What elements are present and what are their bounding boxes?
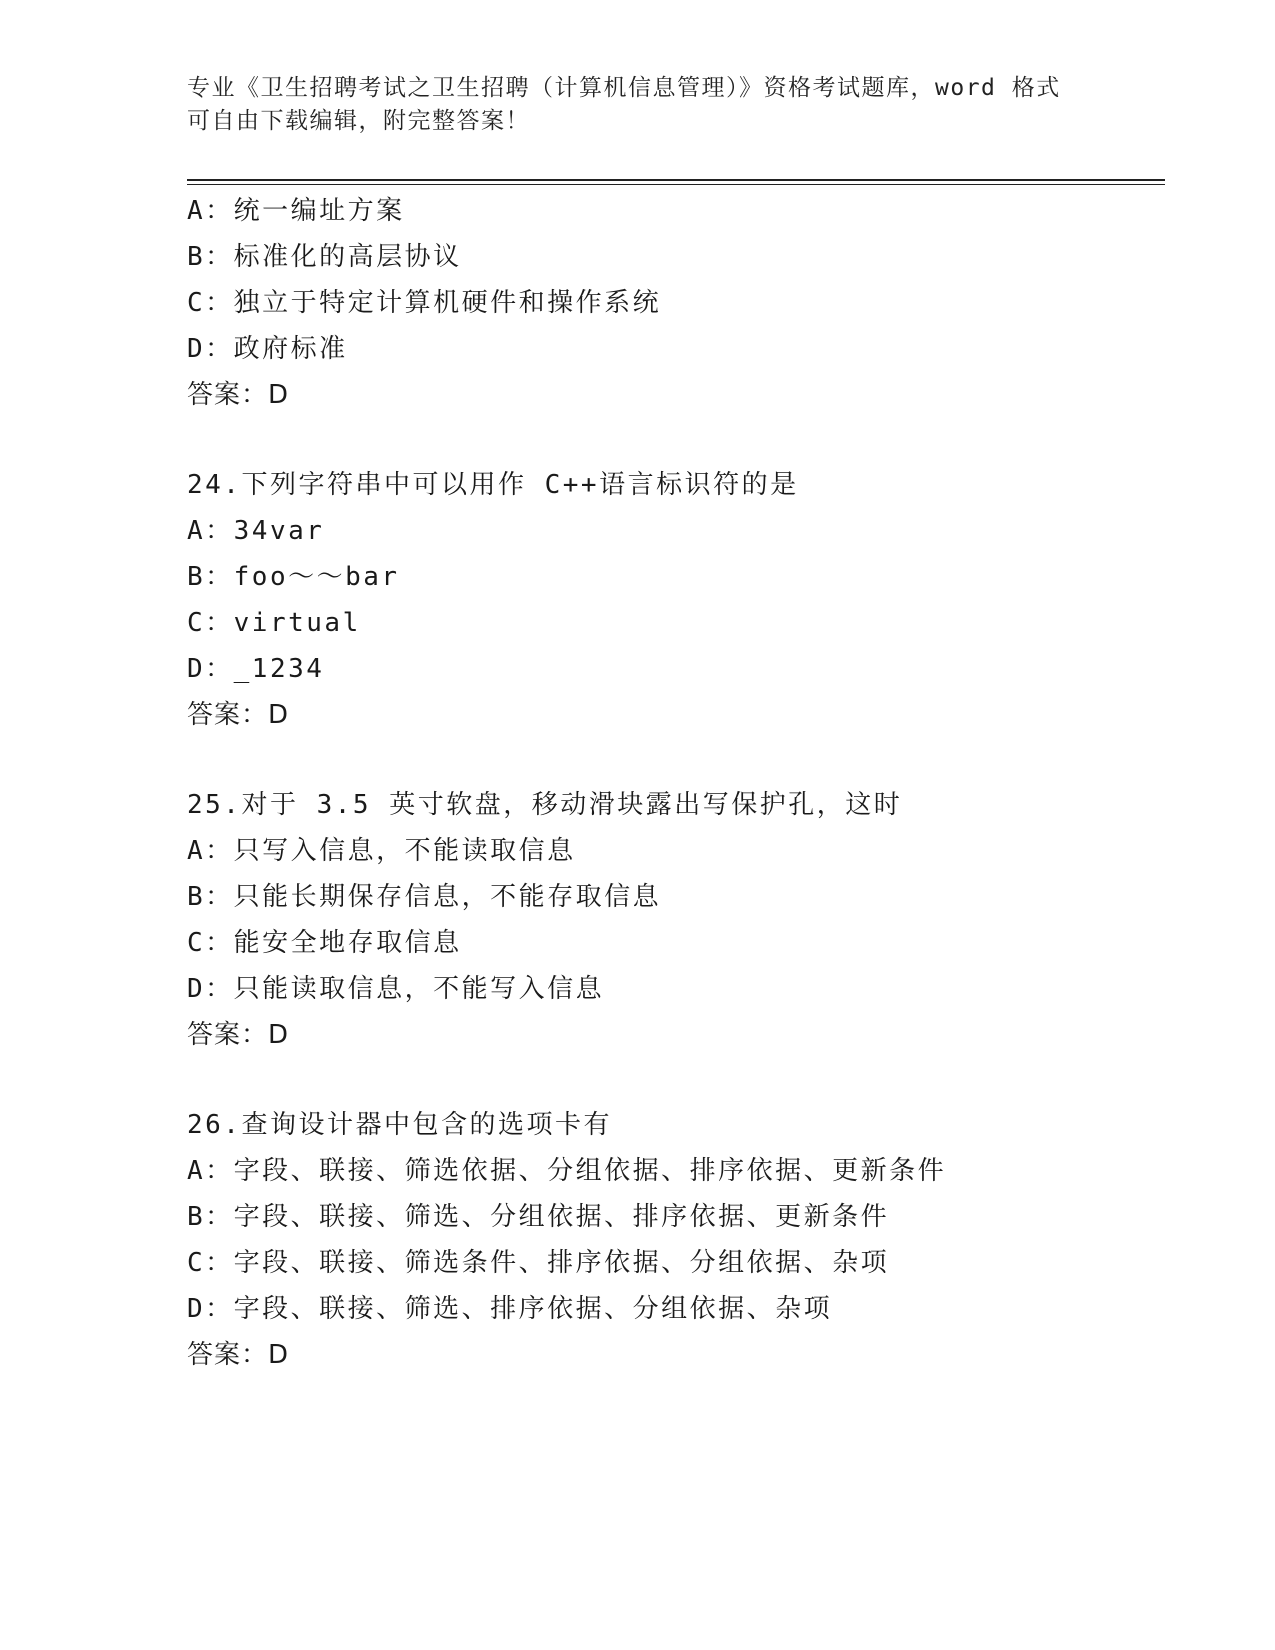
answer-line: 答案：D — [187, 700, 290, 730]
header-divider-thin — [187, 184, 1165, 185]
question-stem: 24.下列字符串中可以用作 C++语言标识符的是 — [187, 470, 799, 500]
question-list — [187, 188, 1165, 1378]
question-block-24 — [187, 462, 1165, 738]
option-b: B：只能长期保存信息，不能存取信息 — [187, 882, 662, 912]
option-b: B：字段、联接、筛选、分组依据、排序依据、更新条件 — [187, 1202, 890, 1232]
option-d: D：只能读取信息，不能写入信息 — [187, 974, 605, 1004]
answer-line: 答案：D — [187, 1020, 290, 1050]
header-divider-thick — [187, 179, 1165, 181]
answer-line: 答案：D — [187, 380, 290, 410]
question-block-25 — [187, 782, 1165, 1058]
option-c: C：字段、联接、筛选条件、排序依据、分组依据、杂项 — [187, 1248, 890, 1278]
option-d: D：字段、联接、筛选、排序依据、分组依据、杂项 — [187, 1294, 833, 1324]
option-a: A：统一编址方案 — [187, 196, 405, 226]
question-stem: 25.对于 3.5 英寸软盘，移动滑块露出写保护孔，这时 — [187, 790, 903, 820]
answer-line: 答案：D — [187, 1340, 290, 1370]
question-stem: 26.查询设计器中包含的选项卡有 — [187, 1110, 612, 1140]
option-c: C：独立于特定计算机硬件和操作系统 — [187, 288, 662, 318]
option-b: B：foo～～bar — [187, 562, 400, 592]
header-line-1: 专业《卫生招聘考试之卫生招聘（计算机信息管理）》资格考试题库，word 格式 — [187, 75, 1061, 101]
option-a: A：只写入信息，不能读取信息 — [187, 836, 576, 866]
question-block-continued — [187, 188, 1165, 418]
option-a: A：34var — [187, 516, 325, 546]
option-b: B：标准化的高层协议 — [187, 242, 462, 272]
question-block-26 — [187, 1102, 1165, 1378]
option-d: D：政府标准 — [187, 334, 348, 364]
option-a: A：字段、联接、筛选依据、分组依据、排序依据、更新条件 — [187, 1156, 947, 1186]
document-header — [187, 72, 1087, 138]
option-c: C：virtual — [187, 608, 361, 638]
option-d: D：_1234 — [187, 654, 325, 684]
header-line-2: 可自由下载编辑，附完整答案！ — [187, 108, 530, 134]
option-c: C：能安全地存取信息 — [187, 928, 462, 958]
